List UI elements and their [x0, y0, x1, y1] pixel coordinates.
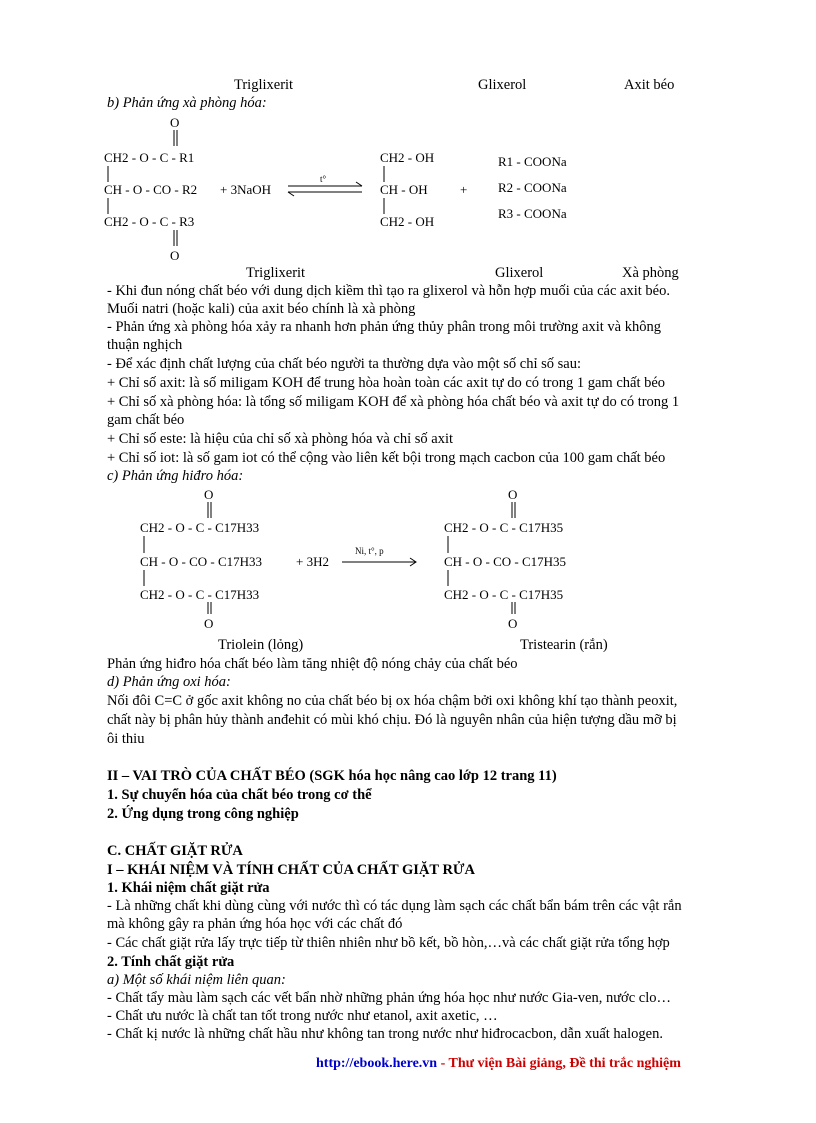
catalyst-condition: Ni, t°, p [355, 546, 384, 556]
glycerol-row-3: CH2 - OH [380, 214, 435, 229]
hydrogenation-scheme [130, 486, 610, 632]
section-ii-title: II – VAI TRÒ CỦA CHẤT BÉO (SGK hóa học nâng cao lớp 12 trang 11) [107, 768, 557, 784]
para-b-line-4: thuận nghịch [107, 337, 183, 353]
section-c-main-title: C. CHẤT GIẶT RỬA [107, 843, 243, 859]
section-ii-item-2: 2. Ứng dụng trong công nghiệp [107, 806, 299, 822]
h-oxygen-bottom-left: O [204, 616, 214, 631]
para-d-line-2: chất này bị phân hủy thành anđehit có mùi khó chịu. Đó là nguyên nhân của hiện tượng dầu mỡ bị [107, 712, 677, 728]
soap-row-3: R3 - COONa [498, 206, 567, 221]
left-row-2: CH - O - CO - R2 [104, 182, 198, 197]
triolein-row-2: CH - O - CO - C17H33 [140, 554, 263, 569]
left-row-1: CH2 - O - C - R1 [104, 150, 195, 165]
label-triolein: Triolein (lỏng) [218, 637, 304, 653]
glycerol-row-1: CH2 - OH [380, 150, 435, 165]
h-oxygen-top-right: O [508, 487, 518, 502]
para-c: Phản ứng hiđro hóa chất béo làm tăng nhiệt độ nóng chảy của chất béo [107, 656, 518, 672]
para-tinh-chat-line-3: - Chất kị nước là những chất hầu như không tan trong nước như hiđrocacbon, dẫn xuất halogen. [107, 1026, 663, 1042]
section-b-title: b) Phản ứng xà phòng hóa: [107, 95, 267, 111]
heading-tinh-chat: 2. Tính chất giặt rửa [107, 954, 235, 970]
heading-khai-niem-lien-quan: a) Một số khái niệm liên quan: [107, 972, 286, 988]
soap-row-1: R1 - COONa [498, 154, 567, 169]
label-xa-phong: Xà phòng [622, 265, 679, 281]
para-d-line-3: ôi thiu [107, 731, 145, 747]
glycerol-row-2: CH - OH [380, 182, 428, 197]
h-oxygen-top-left: O [204, 487, 214, 502]
footer-separator: - [437, 1056, 449, 1071]
h2-reagent: + 3H2 [296, 554, 329, 569]
para-b-line-10: + Chỉ số iot: là số gam iot có thể cộng vào liên kết bội trong mạch cacbon của 100 gam chất béo [107, 450, 666, 466]
footer-library-name: Thư viện Bài giảng, Đề thi trắc nghiệm [448, 1056, 681, 1071]
tristearin-row-1: CH2 - O - C - C17H35 [444, 520, 564, 535]
triolein-row-1: CH2 - O - C - C17H33 [140, 520, 260, 535]
para-b-line-3: - Phản ứng xà phòng hóa xảy ra nhanh hơn phản ứng thủy phân trong môi trường axit và không [107, 319, 661, 335]
saponification-scheme [100, 114, 600, 264]
footer [316, 1056, 681, 1072]
tristearin-row-3: CH2 - O - C - C17H35 [444, 587, 564, 602]
para-b-line-6: + Chỉ số axit: là số miligam KOH để trung hòa hoàn toàn các axit tự do có trong 1 gam chất béo [107, 375, 666, 391]
carbonyl-oxygen-top: O [170, 115, 180, 130]
section-ii-item-1: 1. Sự chuyển hóa của chất béo trong cơ thể [107, 787, 372, 803]
label-tristearin: Tristearin (rắn) [520, 637, 608, 653]
para-b-line-2: Muối natri (hoặc kali) của axit béo chính là xà phòng [107, 301, 416, 317]
triolein-row-3: CH2 - O - C - C17H33 [140, 587, 260, 602]
heat-condition: t° [320, 174, 327, 184]
carbonyl-oxygen-bottom: O [170, 248, 180, 263]
footer-link[interactable]: http://ebook.here.vn [316, 1056, 438, 1071]
para-khai-niem-line-3: - Các chất giặt rửa lấy trực tiếp từ thiên nhiên như bồ kết, bồ hòn,…và các chất giặt rửa tổng hợp [107, 935, 670, 951]
para-b-line-5: - Để xác định chất lượng của chất béo người ta thường dựa vào một số chỉ số sau: [107, 356, 582, 372]
section-d-title: d) Phản ứng oxi hóa: [107, 674, 231, 690]
h-oxygen-bottom-right: O [508, 616, 518, 631]
plus-sign: + [460, 182, 468, 197]
left-row-3: CH2 - O - C - R3 [104, 214, 195, 229]
para-tinh-chat-line-2: - Chất ưu nước là chất tan tốt trong nước như etanol, axit axetic, … [107, 1008, 498, 1024]
naoh-reagent: + 3NaOH [220, 182, 272, 197]
heading-khai-niem: 1. Khái niệm chất giặt rửa [107, 880, 270, 896]
para-d-line-1: Nối đôi C=C ở gốc axit không no của chất béo bị ox hóa chậm bởi oxi không khí tạo thành peoxit, [107, 693, 678, 709]
label-glixerol-2: Glixerol [495, 265, 544, 281]
para-b-line-8: gam chất béo [107, 412, 185, 428]
para-b-line-1: - Khi đun nóng chất béo với dung dịch kiềm thì tạo ra glixerol và hỗn hợp muối của các axit béo. [107, 283, 670, 299]
section-c-title: c) Phản ứng hiđro hóa: [107, 468, 244, 484]
label-glixerol-1: Glixerol [478, 77, 527, 93]
para-b-line-9: + Chỉ số este: là hiệu của chỉ số xà phòng hóa và chỉ số axit [107, 431, 454, 447]
label-triglixerit-2: Triglixerit [246, 265, 306, 281]
tristearin-row-2: CH - O - CO - C17H35 [444, 554, 567, 569]
soap-row-2: R2 - COONa [498, 180, 567, 195]
label-axit-beo: Axit béo [624, 77, 675, 93]
para-tinh-chat-line-1: - Chất tẩy màu làm sạch các vết bẩn nhờ những phản ứng hóa học như nước Gia-ven, nước clo… [107, 990, 671, 1006]
para-khai-niem-line-1: - Là những chất khi dùng cùng với nước thì có tác dụng làm sạch các chất bẩn bám trên các vật rắn [107, 898, 682, 914]
section-c-sub-title: I – KHÁI NIỆM VÀ TÍNH CHẤT CỦA CHẤT GIẶT RỬA [107, 862, 475, 878]
label-triglixerit-1: Triglixerit [234, 77, 294, 93]
para-khai-niem-line-2: mà không gây ra phản ứng hóa học với các chất đó [107, 916, 403, 932]
para-b-line-7: + Chỉ số xà phòng hóa: là tổng số miligam KOH để xà phòng hóa chất béo và axit tự do có trong 1 [107, 394, 680, 410]
